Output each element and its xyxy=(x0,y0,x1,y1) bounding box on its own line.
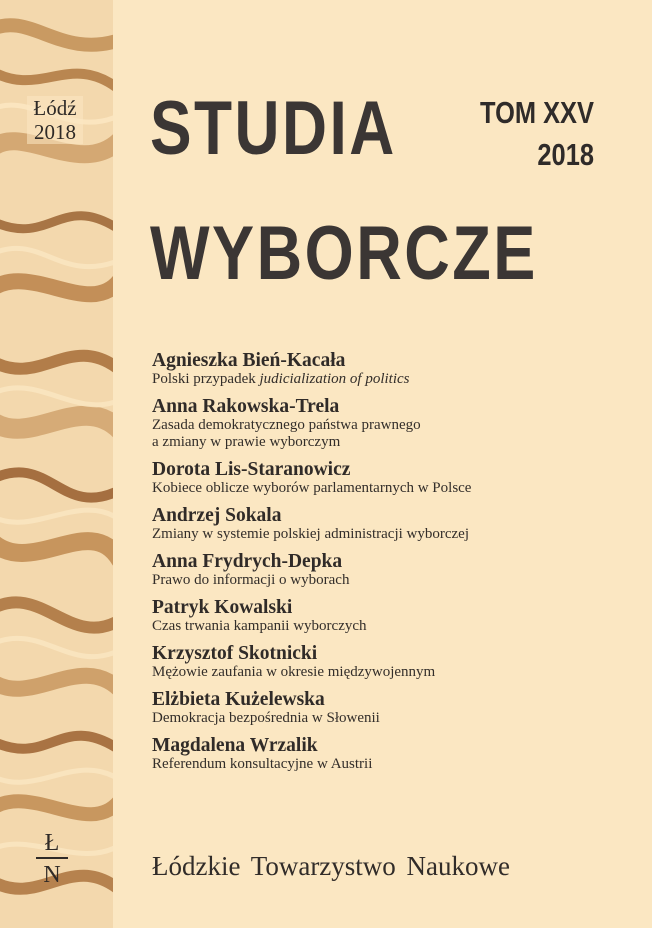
entry-title: Czas trwania kampanii wyborczych xyxy=(152,618,367,634)
entry-author: Magdalena Wrzalik xyxy=(152,735,318,756)
contents-entry xyxy=(152,350,622,388)
entry-author: Anna Rakowska-Trela xyxy=(152,396,340,417)
entry-author: Andrzej Sokala xyxy=(152,505,282,526)
contents-entry xyxy=(152,689,622,727)
publisher-logo-icon xyxy=(32,828,72,888)
contents-entry xyxy=(152,505,622,543)
volume-year: 2018 xyxy=(537,137,594,172)
year: 2018 xyxy=(34,120,76,144)
entry-title: Referendum konsultacyjne w Austrii xyxy=(152,756,373,772)
entry-title: Prawo do informacji o wyborach xyxy=(152,572,350,588)
title-line-2: WYBORCZE xyxy=(150,211,538,296)
volume-number: TOM XXV xyxy=(480,95,594,130)
entry-title: Mężowie zaufania w okresie międzywojennym xyxy=(152,664,436,680)
publisher-name: Łódzkie Towarzystwo Naukowe xyxy=(152,851,511,881)
contents-entry xyxy=(152,643,622,681)
entry-title: Kobiece oblicze wyborów parlamentarnych w Polsce xyxy=(152,480,472,496)
entry-author: Elżbieta Kużelewska xyxy=(152,689,325,710)
logo-letter-bottom: N xyxy=(43,862,61,888)
place-year-block xyxy=(27,96,83,144)
entry-title-continued: a zmiany w prawie wyborczym xyxy=(152,434,341,450)
entry-title: Zasada demokratycznego państwa prawnego xyxy=(152,417,421,433)
title-line-1: STUDIA xyxy=(150,86,397,171)
logo-letter-top: Ł xyxy=(44,830,60,856)
entry-title-text: Polski przypadek xyxy=(152,371,260,387)
entry-author: Dorota Lis-Staranowicz xyxy=(152,459,351,480)
entry-author: Patryk Kowalski xyxy=(152,597,293,618)
entry-author: Agnieszka Bień-Kacała xyxy=(152,350,346,371)
entry-author: Anna Frydrych-Depka xyxy=(152,551,343,572)
contents-entry xyxy=(152,735,622,773)
entry-title: Zmiany w systemie polskiej administracji wyborczej xyxy=(152,526,470,542)
entry-title xyxy=(152,371,622,388)
entry-title-italic: judicialization of politics xyxy=(259,371,410,387)
entry-title: Demokracja bezpośrednia w Słowenii xyxy=(152,710,380,726)
contents-entry xyxy=(152,396,622,451)
contents-entry xyxy=(152,459,622,497)
entry-author: Krzysztof Skotnicki xyxy=(152,643,318,664)
volume-block xyxy=(455,92,594,176)
contents-entry xyxy=(152,551,622,589)
place: Łódź xyxy=(33,96,77,120)
table-of-contents xyxy=(152,350,622,781)
contents-entry xyxy=(152,597,622,635)
